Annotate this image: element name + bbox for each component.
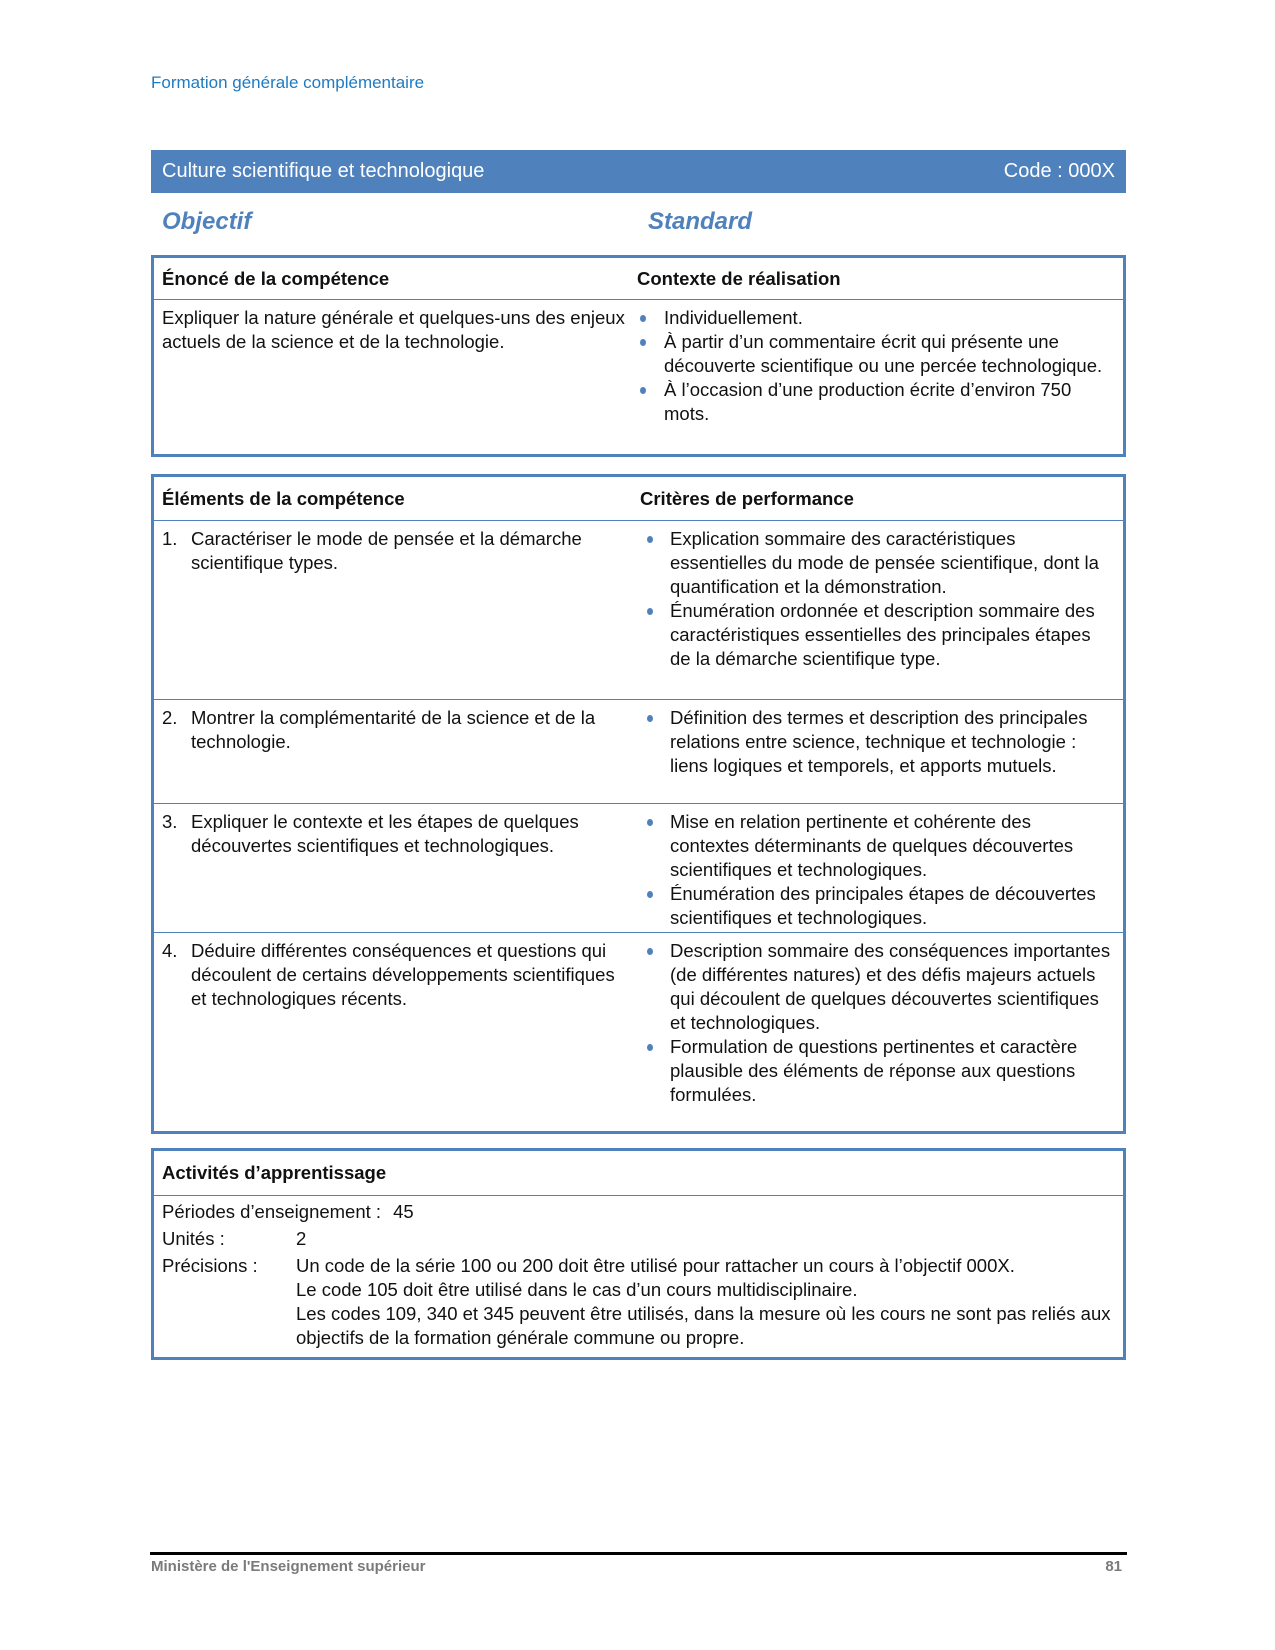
competence-table-header: [154, 258, 1123, 300]
activities-header: [154, 1151, 1123, 1196]
footer-ministry: Ministère de l'Enseignement supérieur: [151, 1558, 426, 1575]
criteria-list: [640, 939, 1115, 1107]
criteria-list: [640, 810, 1115, 930]
footer-divider: [150, 1552, 1127, 1555]
details-line: [162, 1254, 1115, 1350]
criteria-item: Description sommaire des conséquences importantes (de différentes natures) et des défis majeurs actuels qui découlent de quelques découvertes scientifiques et technologiques.: [640, 939, 1115, 1035]
periods-line: [162, 1200, 1115, 1224]
competence-statement: Expliquer la nature générale et quelques-uns des enjeux actuels de la science et de la technologie.: [162, 307, 625, 352]
criteria-list: [640, 706, 1115, 778]
table-row: [154, 804, 1123, 933]
table-row: [154, 700, 1123, 804]
periods-label: Périodes d’enseignement :: [162, 1201, 382, 1222]
element-text: Expliquer le contexte et les étapes de quelques découvertes scientifiques et technologiques.: [191, 811, 579, 856]
elements-header: Éléments de la compétence: [162, 487, 405, 509]
element-number: 3.: [162, 811, 178, 832]
competence-table: [151, 255, 1126, 457]
context-item: Individuellement.: [637, 306, 1115, 330]
criteria-header: Critères de performance: [640, 487, 854, 509]
elements-table: [151, 474, 1126, 1134]
element-3: [154, 804, 637, 932]
periods-value: 45: [393, 1201, 414, 1222]
running-head: Formation générale complémentaire: [151, 73, 425, 92]
context-list: [637, 306, 1115, 426]
table-row: [154, 521, 1123, 700]
units-label: Unités :: [162, 1228, 225, 1249]
criteria-item: Énumération ordonnée et description sommaire des caractéristiques essentielles des principales étapes de la démarche scientifique type.: [640, 599, 1115, 671]
page-footer: [151, 1558, 1126, 1575]
table-row: [154, 933, 1123, 1134]
statement-header: Énoncé de la compétence: [162, 267, 390, 289]
activities-title: Activités d’apprentissage: [162, 1162, 387, 1183]
context-item: À partir d’un commentaire écrit qui présente une découverte scientifique ou une percée technologique.: [637, 330, 1115, 378]
course-title: Culture scientifique et technologique: [162, 160, 485, 182]
elements-table-header: [154, 477, 1123, 521]
criteria-item: Explication sommaire des caractéristiques essentielles du mode de pensée scientifique, dont la quantification et la démonstration.: [640, 527, 1115, 599]
element-number: 4.: [162, 940, 178, 961]
activities-table: [151, 1148, 1126, 1360]
section-column-titles: [151, 208, 1126, 238]
details-text: [296, 1254, 1115, 1350]
element-4: [154, 933, 637, 1134]
course-code: Code : 000X: [1003, 160, 1115, 182]
element-text: Déduire différentes conséquences et questions qui découlent de certains développements scientifiques et technologiques récents.: [191, 940, 615, 1009]
units-value: 2: [296, 1228, 307, 1249]
units-line: [162, 1227, 1115, 1251]
details-paragraph: Les codes 109, 340 et 345 peuvent être utilisés, dans la mesure où les cours ne sont pas reliés aux objectifs de la formation générale commune ou propre.: [296, 1303, 1111, 1348]
details-paragraph: Un code de la série 100 ou 200 doit être utilisé pour rattacher un cours à l’objectif 000X.: [296, 1255, 1015, 1276]
activities-body: [154, 1196, 1123, 1350]
competence-row: [154, 300, 1123, 430]
details-label: Précisions :: [162, 1255, 258, 1276]
criteria-list: [640, 527, 1115, 671]
criteria-item: Mise en relation pertinente et cohérente des contextes déterminants de quelques découvertes scientifiques et technologiques.: [640, 810, 1115, 882]
page-number: 81: [1105, 1558, 1122, 1575]
element-2: [154, 700, 637, 803]
element-1: [154, 521, 637, 699]
criteria-item: Définition des termes et description des principales relations entre science, technique et technologie : liens logiques et temporels, et apports mutuels.: [640, 706, 1115, 778]
details-paragraph: Le code 105 doit être utilisé dans le cas d’un cours multidisciplinaire.: [296, 1279, 858, 1300]
standard-heading: Standard: [648, 208, 753, 235]
element-text: Caractériser le mode de pensée et la démarche scientifique types.: [191, 528, 582, 573]
element-text: Montrer la complémentarité de la science et de la technologie.: [191, 707, 596, 752]
objectif-heading: Objectif: [162, 208, 252, 235]
course-title-bar: [151, 150, 1126, 193]
context-item: À l’occasion d’une production écrite d’environ 750 mots.: [637, 378, 1115, 426]
element-number: 1.: [162, 528, 178, 549]
context-header: Contexte de réalisation: [637, 267, 841, 289]
criteria-item: Formulation de questions pertinentes et caractère plausible des éléments de réponse aux questions formulées.: [640, 1035, 1115, 1107]
element-number: 2.: [162, 707, 178, 728]
criteria-item: Énumération des principales étapes de découvertes scientifiques et technologiques.: [640, 882, 1115, 930]
